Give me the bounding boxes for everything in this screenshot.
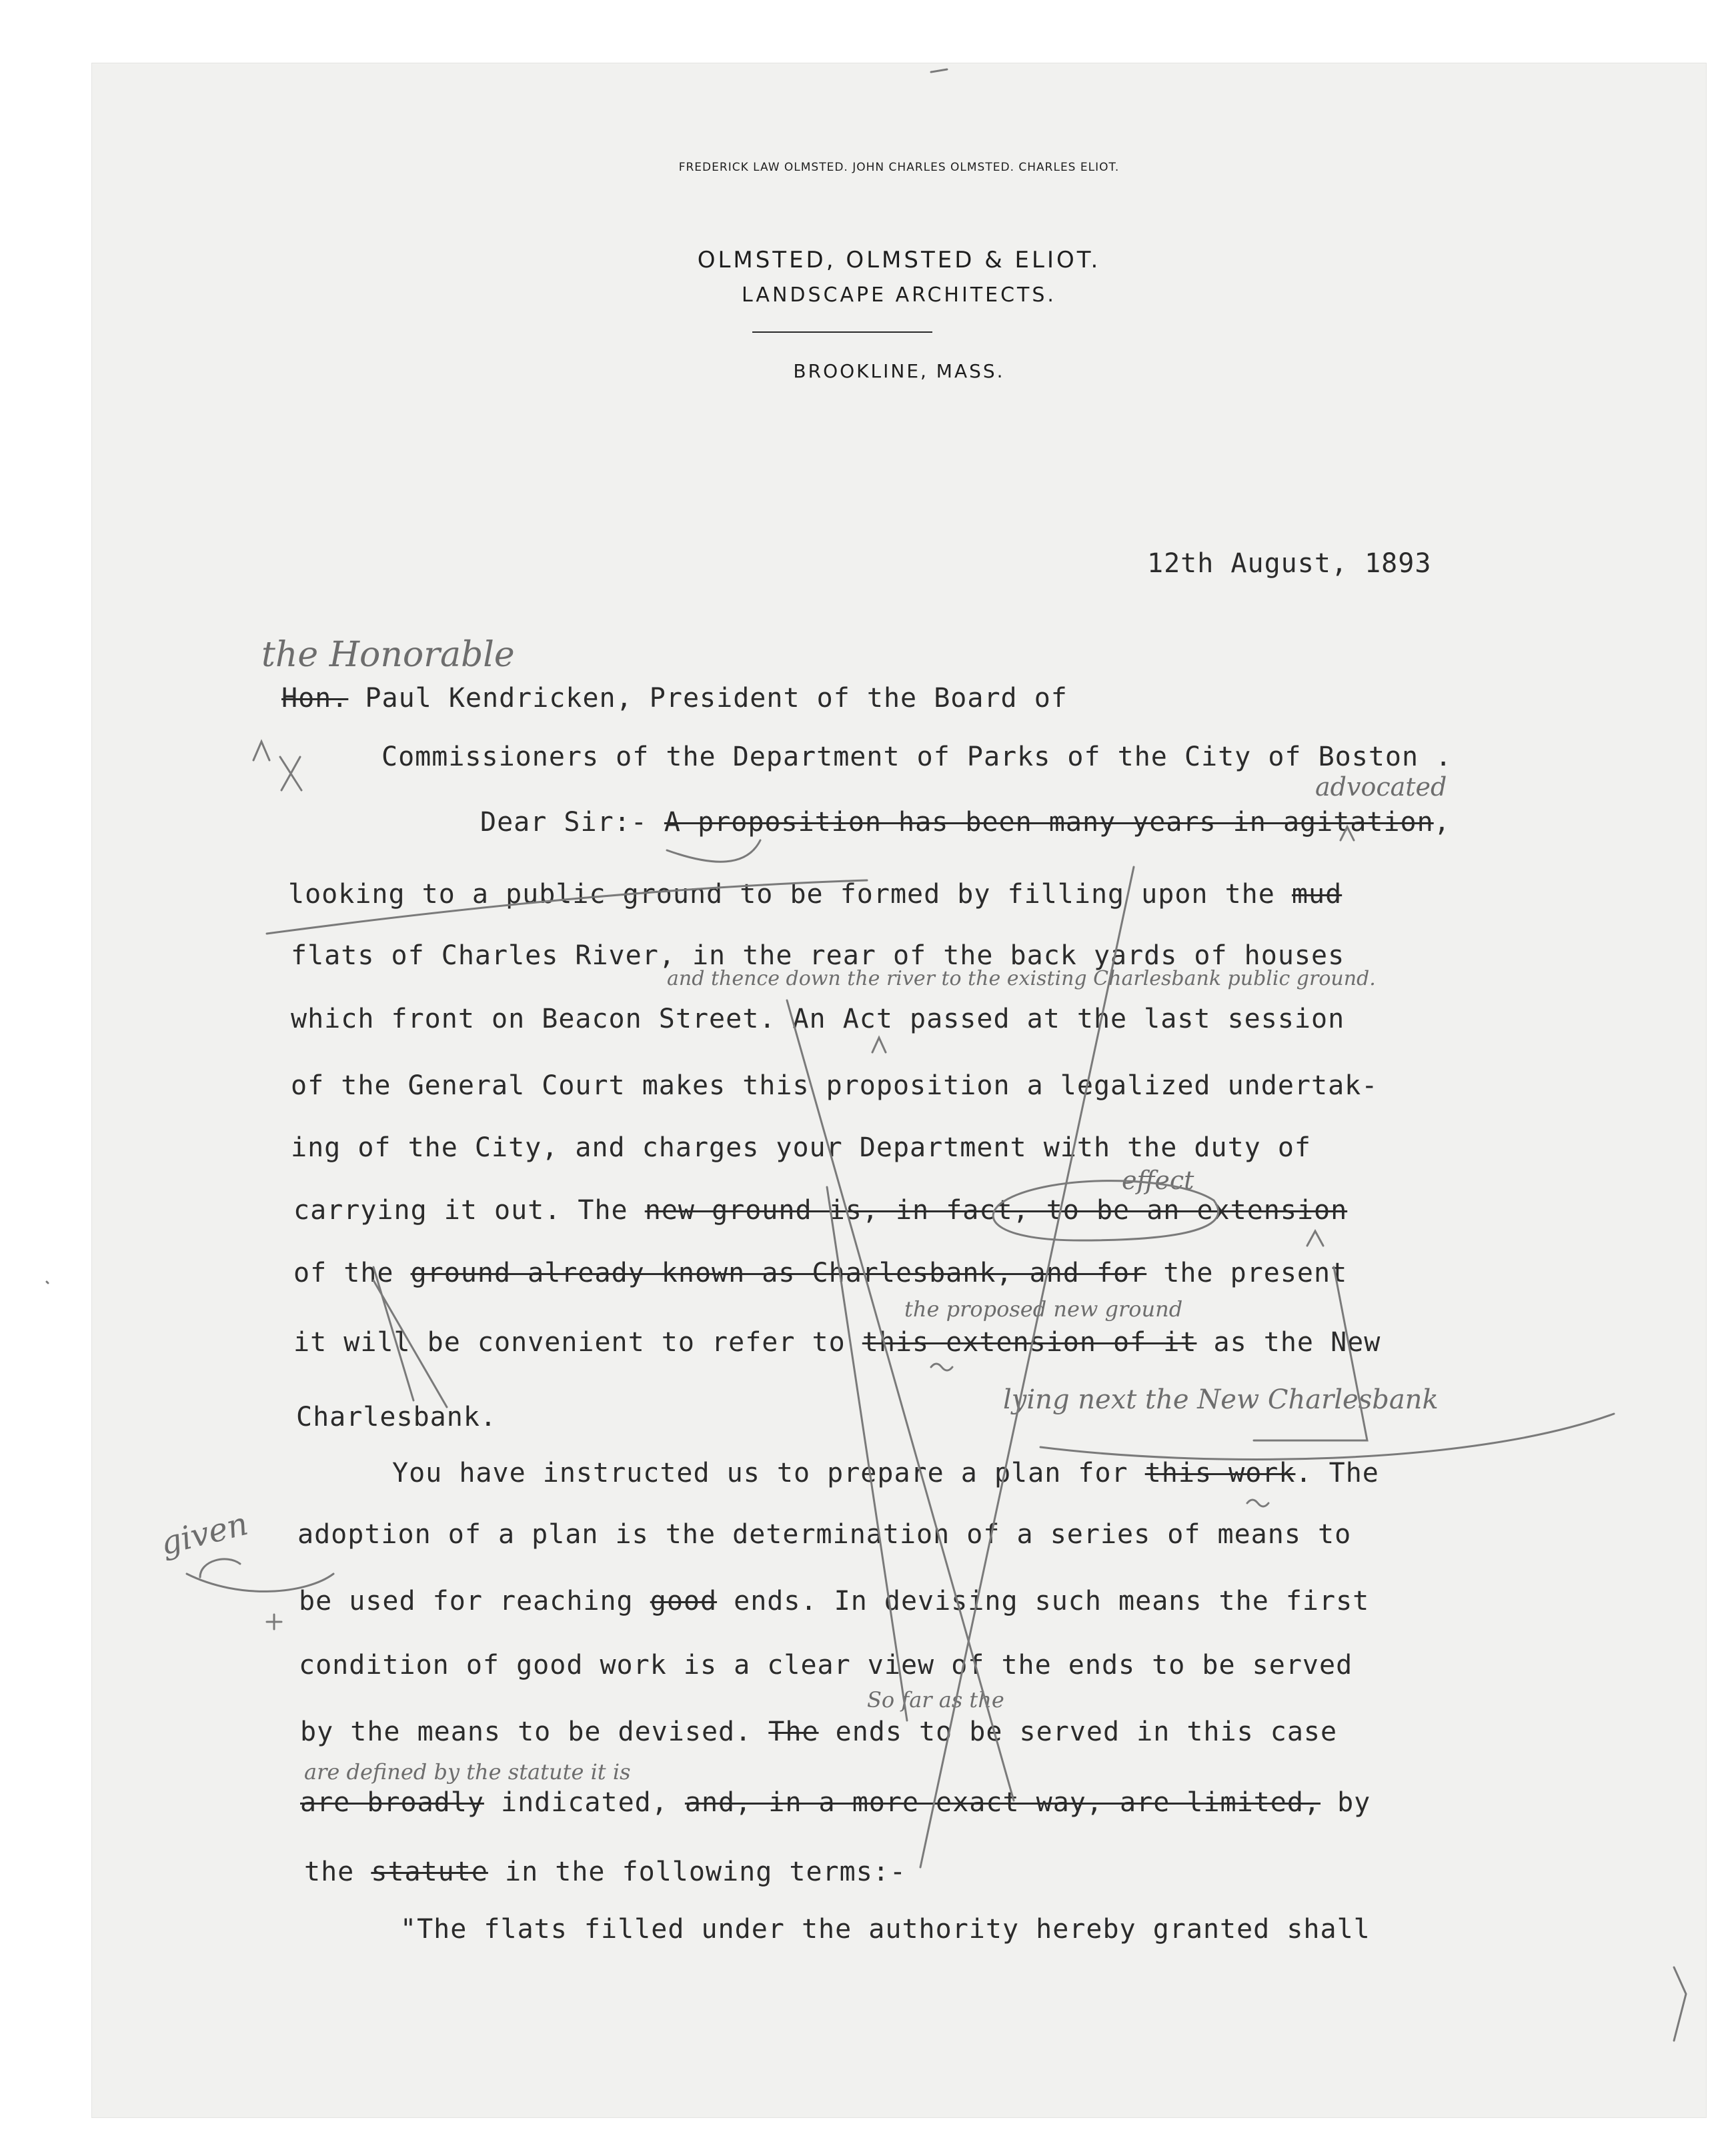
letterhead-partners: FREDERICK LAW OLMSTED. JOHN CHARLES OLMSTED. CHARLES ELIOT.	[678, 161, 1120, 174]
struck-text: good	[650, 1586, 718, 1617]
struck-text: this work	[1144, 1458, 1296, 1488]
handwritten-so-far: So far as the	[867, 1687, 1004, 1713]
letterhead-place: BROOKLINE, MASS.	[793, 360, 1005, 382]
body-line-14: condition of good work is a clear view of the ends to be served	[299, 1650, 1353, 1681]
handwritten-advocated: advocated	[1315, 772, 1447, 802]
typed-text: ends. In devising such means the first	[717, 1586, 1370, 1617]
handwritten-effect: effect	[1122, 1166, 1194, 1195]
typed-text: ,	[1433, 807, 1451, 838]
typed-text: indicated,	[484, 1787, 685, 1818]
body-line-11	[392, 1458, 1379, 1488]
body-line-9	[293, 1327, 1381, 1358]
body-line-18: "The flats filled under the authority hereby granted shall	[400, 1914, 1371, 1945]
typed-text: it will be convenient to refer to	[293, 1327, 862, 1358]
salutation: Dear Sir:-	[480, 807, 664, 838]
typed-text: by	[1321, 1787, 1371, 1818]
body-line-16	[300, 1787, 1371, 1818]
body-line-10: Charlesbank.	[296, 1402, 497, 1432]
typed-text: looking to a public ground to be formed by filling upon the	[288, 879, 1292, 910]
typed-text: Paul Kendricken, President of the Board of	[348, 683, 1068, 714]
addressee-line-2: Commissioners of the Department of Parks of the City of Boston .	[381, 742, 1453, 772]
struck-text: ground already known as Charlesbank, and for	[410, 1258, 1147, 1288]
handwritten-given: given	[157, 1504, 252, 1563]
body-line-13	[299, 1586, 1369, 1617]
typed-text: be used for reaching	[299, 1586, 650, 1617]
struck-text: mud	[1291, 879, 1343, 910]
struck-text: and, in a more exact way, are limited,	[684, 1787, 1321, 1818]
body-line-1	[480, 807, 1451, 838]
body-line-3: flats of Charles River, in the rear of the back yards of houses	[291, 940, 1345, 971]
typed-text: the present	[1146, 1258, 1348, 1288]
typed-text: as the New	[1196, 1327, 1381, 1358]
addressee-line-1	[281, 683, 1068, 714]
handwritten-lying-next: lying next the New Charlesbank	[1003, 1384, 1439, 1415]
body-line-7	[293, 1195, 1347, 1226]
letterhead-divider	[752, 331, 932, 333]
typed-text: . The	[1295, 1458, 1379, 1488]
struck-text: are broadly	[300, 1787, 484, 1818]
body-line-8	[293, 1258, 1347, 1288]
dot-mark	[47, 1282, 48, 1283]
struck-text: this extension of it	[862, 1327, 1197, 1358]
handwritten-the-proposed: the proposed new ground	[904, 1296, 1183, 1322]
body-line-4: which front on Beacon Street. An Act passed at the last session	[291, 1004, 1345, 1034]
body-line-15	[300, 1717, 1337, 1747]
handwritten-the-honorable: the Honorable	[261, 635, 515, 675]
typed-text: carrying it out. The	[293, 1195, 645, 1226]
body-line-5: of the General Court makes this proposition a legalized undertak-	[291, 1070, 1379, 1101]
letter-date: 12th August, 1893	[1147, 548, 1432, 579]
letterhead-firm-name: OLMSTED, OLMSTED & ELIOT.	[697, 247, 1101, 273]
typed-text: the	[304, 1857, 371, 1887]
handwritten-defined: are defined by the statute it is	[304, 1759, 631, 1785]
typed-text: by the means to be devised.	[300, 1717, 769, 1747]
handwritten-charlesbank-insertion: and thence down the river to the existing Charlesbank public ground.	[667, 967, 1376, 990]
body-line-2	[288, 879, 1342, 910]
typed-text: ends to be served in this case	[818, 1717, 1338, 1747]
struck-text: The	[768, 1717, 819, 1747]
struck-text: new ground is, in fact, to be an extension	[644, 1195, 1348, 1226]
letterhead-profession: LANDSCAPE ARCHITECTS.	[742, 283, 1056, 307]
struck-text: Hon.	[281, 683, 349, 714]
body-line-6: ing of the City, and charges your Department with the duty of	[291, 1132, 1312, 1163]
typed-text: in the following terms:-	[488, 1857, 906, 1887]
typed-text: of the	[293, 1258, 411, 1288]
struck-text: statute	[371, 1857, 488, 1887]
body-line-12: adoption of a plan is the determination of a series of means to	[297, 1519, 1352, 1550]
struck-text: A proposition has been many years in agitation	[664, 807, 1434, 838]
body-line-17	[304, 1857, 906, 1887]
typed-text: You have instructed us to prepare a plan for	[392, 1458, 1145, 1488]
